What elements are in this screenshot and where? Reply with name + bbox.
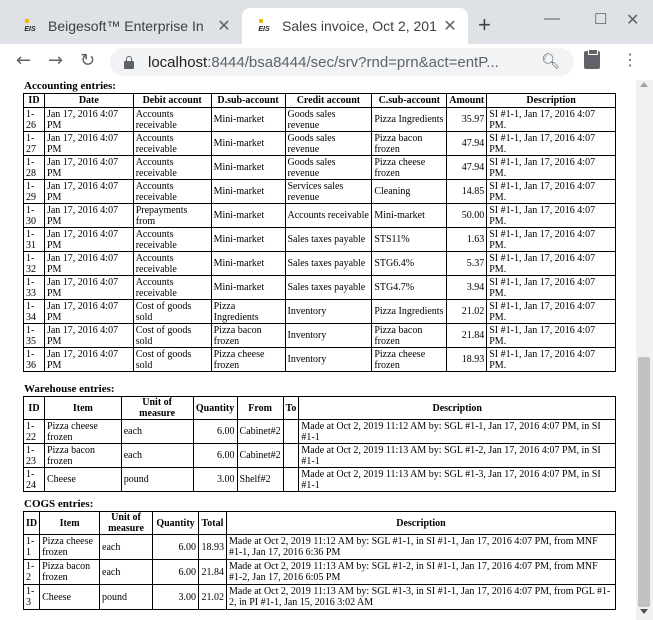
column-header: ID [24,512,40,535]
warehouse-title: Warehouse entries: [24,383,115,395]
table-cell: Made at Oct 2, 2019 11:13 AM by: SGL #1-3, Jan 17, 2016 4:07 PM, in SI #1-1 [299,468,616,492]
warehouse-table [23,396,616,492]
table-cell: 1-31 [24,228,45,252]
table-row [24,156,616,180]
table-cell: 21.84 [198,560,226,585]
table-row [24,108,616,132]
scroll-down-arrow-icon[interactable] [640,609,648,614]
table-cell: each [121,420,193,444]
table-cell: SI #1-1, Jan 17, 2016 4:07 PM. [487,348,616,372]
table-cell: Accounts receivable [133,132,211,156]
table-cell: Pizza cheese frozen [372,156,447,180]
table-cell: 1-29 [24,180,45,204]
table-cell: 21.02 [447,300,487,324]
table-cell: Jan 17, 2016 4:07 PM [44,108,133,132]
table-cell: Accounts receivable [133,252,211,276]
table-cell: 1-33 [24,276,45,300]
cogs-table [23,511,616,610]
table-cell [283,444,299,468]
table-cell: 21.02 [198,585,226,610]
zoom-icon[interactable]: 🔍︎ [540,53,560,70]
table-cell: Accounts receivable [133,180,211,204]
page-content [0,80,636,620]
table-row [24,535,616,560]
column-header: Quantity [153,512,199,535]
table-cell: Jan 17, 2016 4:07 PM [44,252,133,276]
column-header: To [283,397,299,420]
table-cell: 1-30 [24,204,45,228]
address-bar[interactable] [110,48,574,76]
table-cell: Goods sales revenue [285,108,372,132]
table-header [24,512,616,535]
table-cell: SI #1-1, Jan 17, 2016 4:07 PM. [487,276,616,300]
table-cell: 1-3 [24,585,40,610]
table-cell: Mini-market [211,228,285,252]
table-cell: SI #1-1, Jan 17, 2016 4:07 PM. [487,132,616,156]
table-cell: Pizza cheese frozen [40,535,100,560]
table-row [24,444,616,468]
table-cell: Inventory [285,324,372,348]
table-cell: 21.84 [447,324,487,348]
url-path: :8444/bsa8444/sec/srv?rnd=prn&act=entP... [207,53,499,71]
table-cell: 6.00 [153,560,199,585]
column-header: C.sub-account [372,94,447,108]
table-cell: Cabinet#2 [237,444,283,468]
table-cell: 1-35 [24,324,45,348]
table-cell: SI #1-1, Jan 17, 2016 4:07 PM. [487,180,616,204]
new-tab-button[interactable]: + [478,12,491,37]
accounting-table [23,93,616,372]
back-icon[interactable]: ← [16,50,32,71]
table-cell: SI #1-1, Jan 17, 2016 4:07 PM. [487,228,616,252]
table-row [24,324,616,348]
column-header: Unit of measure [121,397,193,420]
table-cell: Prepayments from [133,204,211,228]
table-row [24,585,616,610]
tab-title: Beigesoft™ Enterprise In [48,18,204,34]
table-row [24,276,616,300]
table-cell: Sales taxes payable [285,276,372,300]
table-cell: Goods sales revenue [285,132,372,156]
table-cell: STG4.7% [372,276,447,300]
table-cell: 1.63 [447,228,487,252]
table-cell: 6.00 [153,535,199,560]
table-cell: Pizza bacon frozen [40,560,100,585]
table-cell: 5.37 [447,252,487,276]
maximize-icon[interactable]: ☐ [594,11,608,28]
table-cell: Pizza cheese frozen [44,420,121,444]
column-header: ID [24,397,45,420]
table-cell: Made at Oct 2, 2019 11:13 AM by: SGL #1-2, in SI #1-1, Jan 17, 2016 4:07 PM, from MNF #1-2, Jan 17, 2016 6:05 PM [226,560,615,585]
table-cell: 47.94 [447,132,487,156]
table-cell: Cost of goods sold [133,348,211,372]
table-cell: Pizza bacon frozen [372,132,447,156]
table-cell: Mini-market [372,204,447,228]
table-cell: Mini-market [211,108,285,132]
table-cell: 35.97 [447,108,487,132]
table-cell: each [100,535,153,560]
table-cell: 50.00 [447,204,487,228]
table-cell: SI #1-1, Jan 17, 2016 4:07 PM. [487,108,616,132]
table-cell: Jan 17, 2016 4:07 PM [44,204,133,228]
table-cell: SI #1-1, Jan 17, 2016 4:07 PM. [487,300,616,324]
reload-icon[interactable]: ↻ [80,50,96,71]
table-cell: 1-27 [24,132,45,156]
clipboard-icon[interactable] [584,51,600,69]
table-row [24,228,616,252]
forward-icon[interactable]: → [48,50,64,71]
table-header [24,397,616,420]
table-cell: 1-26 [24,108,45,132]
table-cell: 18.93 [447,348,487,372]
tab-title: Sales invoice, Oct 2, 201 [282,18,437,34]
table-cell: pound [121,468,193,492]
table-cell: each [100,560,153,585]
table-cell: 1-34 [24,300,45,324]
table-cell: Accounts receivable [133,276,211,300]
table-cell: Pizza bacon frozen [211,324,285,348]
table-cell: Shelf#2 [237,468,283,492]
table-cell: 1-1 [24,535,40,560]
eis-favicon-icon: EIS [256,19,272,33]
table-cell: 6.00 [193,444,237,468]
column-header: Item [44,397,121,420]
table-cell: SI #1-1, Jan 17, 2016 4:07 PM. [487,204,616,228]
table-cell: Cleaning [372,180,447,204]
cogs-title: COGS entries: [24,498,94,510]
table-cell: Cost of goods sold [133,324,211,348]
table-cell: Sales taxes payable [285,252,372,276]
column-header: Item [40,512,100,535]
table-cell: Mini-market [211,180,285,204]
table-row [24,300,616,324]
table-cell: Jan 17, 2016 4:07 PM [44,156,133,180]
tab-sales-invoice[interactable] [242,8,468,44]
table-cell: Pizza Ingredients [372,108,447,132]
lock-icon[interactable] [124,61,134,69]
table-cell: Services sales revenue [285,180,372,204]
table-cell: 1-36 [24,348,45,372]
table-cell: 3.94 [447,276,487,300]
table-cell: STG6.4% [372,252,447,276]
table-cell [283,420,299,444]
column-header: D.sub-account [211,94,285,108]
table-cell: Made at Oct 2, 2019 11:13 AM by: SGL #1-2, Jan 17, 2016 4:07 PM, in SI #1-1 [299,444,616,468]
window-close-icon[interactable]: ✕ [626,12,640,29]
table-cell: Accounts receivable [133,156,211,180]
table-cell: Pizza bacon frozen [372,324,447,348]
table-cell: STS11% [372,228,447,252]
table-cell: Pizza bacon frozen [44,444,121,468]
table-cell: Mini-market [211,156,285,180]
table-row [24,468,616,492]
scroll-up-arrow-icon[interactable] [640,82,648,87]
table-cell [283,468,299,492]
eis-favicon-icon: EIS [22,19,38,33]
table-cell: Mini-market [211,204,285,228]
table-cell: Jan 17, 2016 4:07 PM [44,228,133,252]
table-cell: pound [100,585,153,610]
table-cell: Sales taxes payable [285,228,372,252]
table-cell: Made at Oct 2, 2019 11:12 AM by: SGL #1-1, Jan 17, 2016 4:07 PM, in SI #1-1 [299,420,616,444]
table-row [24,252,616,276]
table-row [24,348,616,372]
table-cell: Mini-market [211,132,285,156]
column-header: Quantity [193,397,237,420]
table-cell: Pizza cheese frozen [372,348,447,372]
table-cell: Made at Oct 2, 2019 11:12 AM by: SGL #1-1, in SI #1-1, Jan 17, 2016 4:07 PM, from MNF #1-1, Jan 17, 2016 6:36 PM [226,535,615,560]
table-row [24,132,616,156]
table-cell: Goods sales revenue [285,156,372,180]
scrollbar-thumb[interactable] [638,357,650,607]
table-cell: Jan 17, 2016 4:07 PM [44,180,133,204]
table-cell: Cabinet#2 [237,420,283,444]
table-cell: Pizza Ingredients [372,300,447,324]
table-cell: 6.00 [193,420,237,444]
table-cell: 18.93 [198,535,226,560]
table-cell: Inventory [285,348,372,372]
table-cell: Jan 17, 2016 4:07 PM [44,348,133,372]
table-row [24,420,616,444]
column-header: Debit account [133,94,211,108]
table-row [24,560,616,585]
table-cell: Accounts receivable [133,108,211,132]
table-cell: Jan 17, 2016 4:07 PM [44,300,133,324]
table-cell: SI #1-1, Jan 17, 2016 4:07 PM. [487,156,616,180]
table-cell: Accounts receivable [133,228,211,252]
table-row [24,204,616,228]
table-cell: Cheese [44,468,121,492]
table-row [24,180,616,204]
table-cell: Jan 17, 2016 4:07 PM [44,132,133,156]
minimize-icon[interactable]: — [544,10,560,27]
column-header: Total [198,512,226,535]
column-header: Amount [447,94,487,108]
table-cell: Mini-market [211,252,285,276]
vertical-scrollbar[interactable] [636,80,653,620]
tab-strip [0,0,653,44]
close-icon[interactable]: ✕ [443,18,457,35]
table-cell: 14.85 [447,180,487,204]
table-cell: Inventory [285,300,372,324]
table-cell: 1-22 [24,420,45,444]
column-header: Description [226,512,615,535]
table-cell: Jan 17, 2016 4:07 PM [44,324,133,348]
column-header: Description [299,397,616,420]
table-cell: 1-23 [24,444,45,468]
table-cell: 3.00 [193,468,237,492]
table-cell: Pizza cheese frozen [211,348,285,372]
table-cell: Cost of goods sold [133,300,211,324]
table-cell: 1-32 [24,252,45,276]
table-cell: Accounts receivable [285,204,372,228]
table-cell: Made at Oct 2, 2019 11:13 AM by: SGL #1-3, in SI #1-1, Jan 17, 2016 4:07 PM, from PGL #1-2, in PI #1-1, Jan 15, 2016 3:02 AM [226,585,615,610]
table-cell: 1-28 [24,156,45,180]
table-cell: each [121,444,193,468]
table-cell: 3.00 [153,585,199,610]
table-cell: 1-24 [24,468,45,492]
table-cell: SI #1-1, Jan 17, 2016 4:07 PM. [487,252,616,276]
close-icon[interactable]: ✕ [217,18,231,35]
column-header: Unit of measure [100,512,153,535]
table-cell: 47.94 [447,156,487,180]
table-cell: Mini-market [211,276,285,300]
table-cell: Jan 17, 2016 4:07 PM [44,276,133,300]
url-host: localhost [148,53,208,71]
more-menu-icon[interactable]: ⋮ [622,50,638,69]
column-header: Date [44,94,133,108]
table-cell: 1-2 [24,560,40,585]
table-header [24,94,616,108]
accounting-title: Accounting entries: [24,80,116,92]
browser-toolbar [0,44,653,81]
table-cell: Pizza Ingredients [211,300,285,324]
column-header: From [237,397,283,420]
column-header: ID [24,94,45,108]
table-cell: Cheese [40,585,100,610]
column-header: Credit account [285,94,372,108]
column-header: Description [487,94,616,108]
table-cell: SI #1-1, Jan 17, 2016 4:07 PM. [487,324,616,348]
tab-enterprise[interactable] [8,8,242,44]
